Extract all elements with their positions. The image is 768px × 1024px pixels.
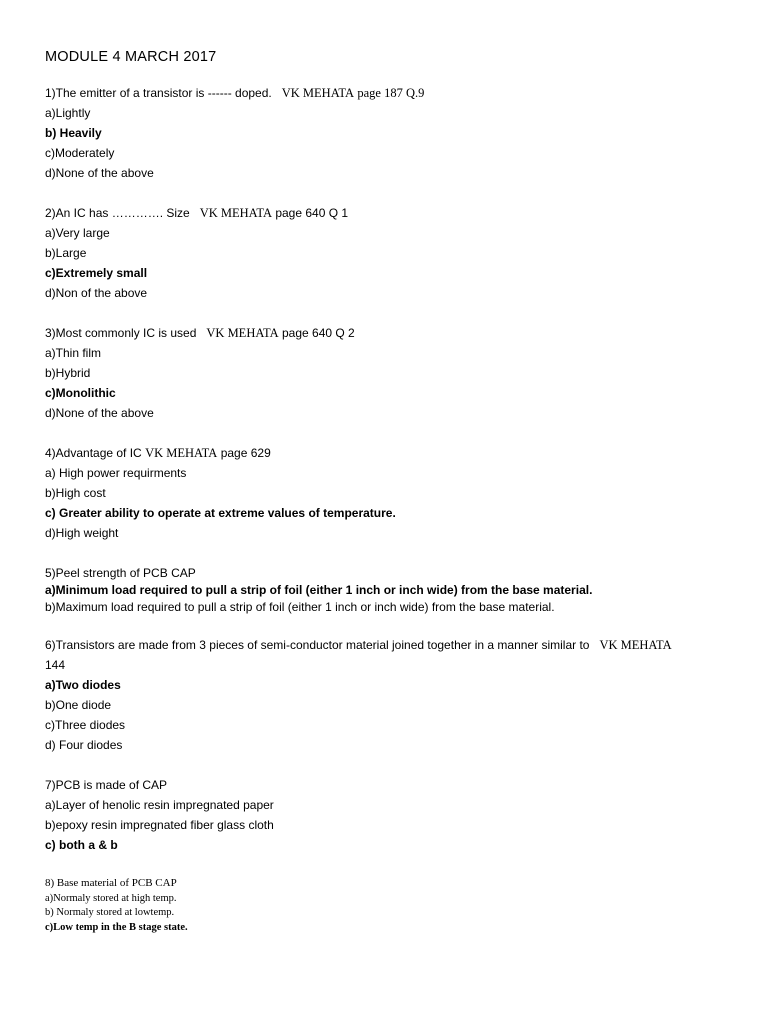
option-a: a)Layer of henolic resin impregnated paper	[45, 798, 274, 812]
option-a: a)Normaly stored at high temp.	[45, 893, 177, 904]
book-reference: VK MEHATA	[199, 206, 272, 220]
option-d: d)Non of the above	[45, 286, 148, 300]
option-a-answer: a)Minimum load required to pull a strip of foil (either 1 inch or inch wide) from the base material.	[45, 583, 593, 597]
question-2	[45, 206, 348, 221]
option-b-answer: b) Heavily	[45, 126, 102, 140]
page-reference: page 640 Q 1	[275, 206, 349, 220]
book-reference: VK MEHATA	[206, 326, 279, 340]
page-reference: page 640 Q 2	[282, 326, 355, 340]
option-b: b)Large	[45, 246, 87, 260]
question-7: 7)PCB is made of CAP	[45, 778, 168, 792]
page-reference: page 187 Q.9	[357, 86, 425, 100]
option-c-answer: c)Low temp in the B stage state.	[45, 922, 188, 933]
page-title: MODULE 4 MARCH 2017	[45, 49, 217, 65]
page-reference: 144	[45, 658, 66, 672]
option-b: b)Hybrid	[45, 366, 91, 380]
question-3	[45, 326, 355, 341]
question-text: 6)Transistors are made from 3 pieces of semi-conductor material joined together in a manner similar to	[45, 638, 590, 652]
option-b: b) Normaly stored at lowtemp.	[45, 907, 175, 918]
page-reference: page 629	[220, 446, 271, 460]
option-b: b)One diode	[45, 698, 112, 712]
option-d: d)High weight	[45, 526, 119, 540]
question-text: 2)An IC has …………. Size	[45, 206, 190, 220]
option-a-answer: a)Two diodes	[45, 678, 121, 692]
option-c-answer: c) both a & b	[45, 838, 118, 852]
question-1	[45, 86, 424, 101]
option-d: d)None of the above	[45, 166, 154, 180]
question-text: 4)Advantage of IC	[45, 446, 142, 460]
option-a: a)Lightly	[45, 106, 91, 120]
option-b: b)Maximum load required to pull a strip of foil (either 1 inch or inch wide) from the base material.	[45, 600, 555, 614]
option-d: d) Four diodes	[45, 738, 123, 752]
option-c-answer: c)Extremely small	[45, 266, 148, 280]
option-c-answer: c)Monolithic	[45, 386, 116, 400]
option-b: b)epoxy resin impregnated fiber glass cloth	[45, 818, 274, 832]
option-c: c)Moderately	[45, 146, 115, 160]
option-a: a)Thin film	[45, 346, 102, 360]
question-5: 5)Peel strength of PCB CAP	[45, 566, 196, 580]
question-text: 3)Most commonly IC is used	[45, 326, 197, 340]
option-a: a)Very large	[45, 226, 110, 240]
option-a: a) High power requirments	[45, 466, 187, 480]
question-8: 8) Base material of PCB CAP	[45, 877, 177, 889]
question-6	[45, 638, 672, 653]
question-text: 1)The emitter of a transistor is ------ doped.	[45, 86, 272, 100]
book-reference: VK MEHATA	[145, 446, 218, 460]
book-reference: VK MEHATA	[599, 638, 672, 652]
option-c: c)Three diodes	[45, 718, 126, 732]
option-d: d)None of the above	[45, 406, 154, 420]
question-4	[45, 446, 271, 461]
option-c-answer: c) Greater ability to operate at extreme values of temperature.	[45, 506, 396, 520]
book-reference: VK MEHATA	[281, 86, 354, 100]
option-b: b)High cost	[45, 486, 106, 500]
